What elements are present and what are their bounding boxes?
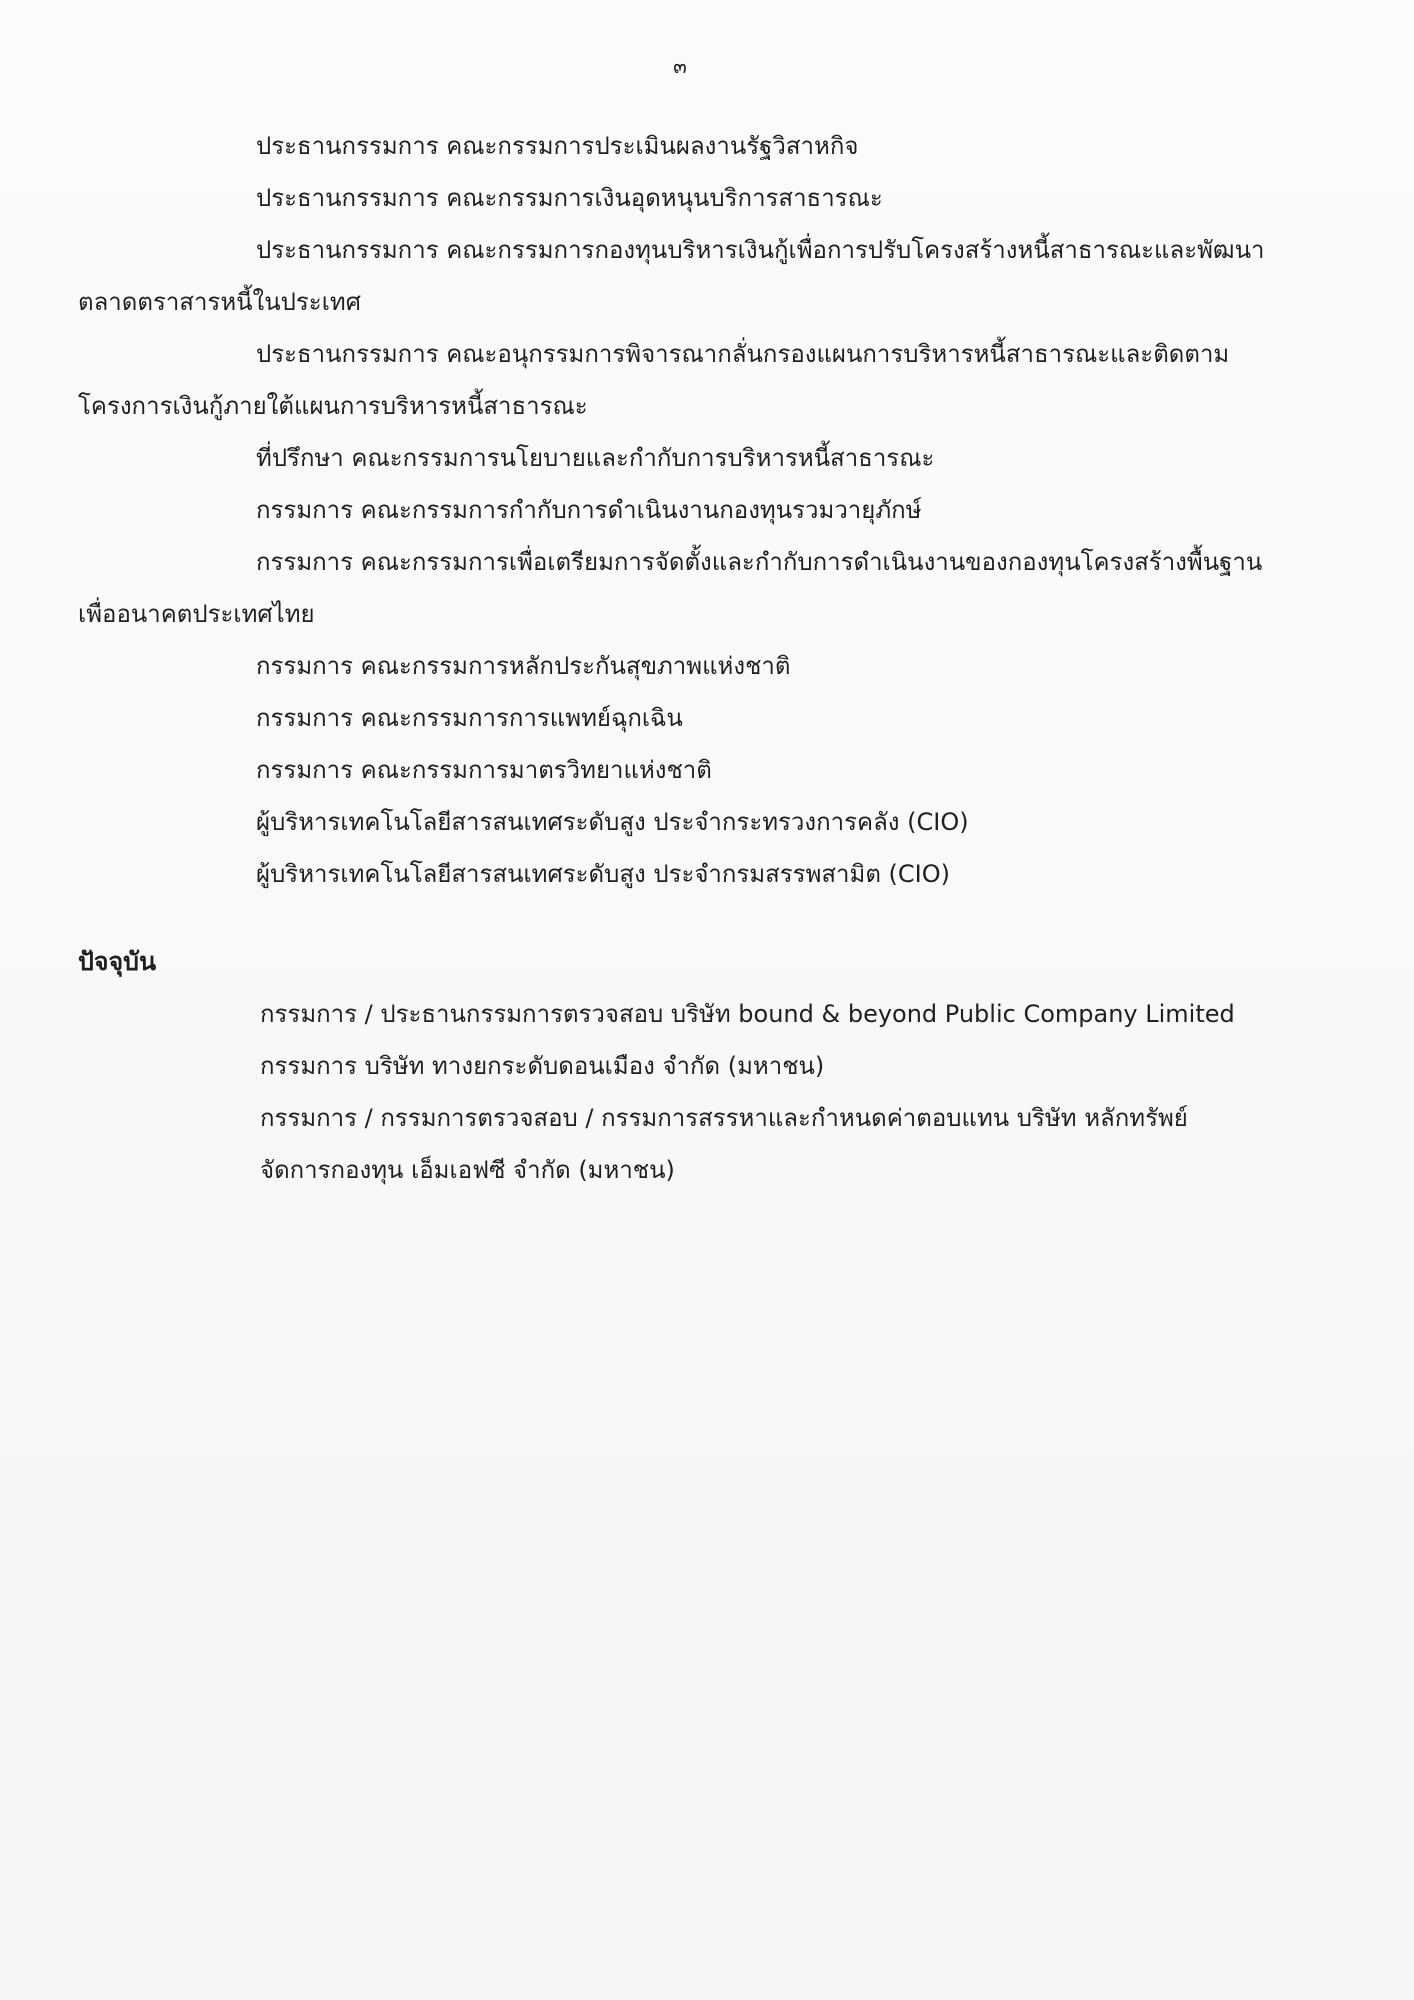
positions-block — [78, 120, 1278, 1196]
past-position-line: ประธานกรรมการ คณะกรรมการประเมินผลงานรัฐวิสาหกิจ — [256, 132, 859, 160]
past-position-line: โครงการเงินกู้ภายใต้แผนการบริหารหนี้สาธารณะ — [78, 392, 588, 420]
past-positions-list — [78, 120, 1278, 900]
past-position-line: ผู้บริหารเทคโนโลยีสารสนเทศระดับสูง ประจำกระทรวงการคลัง (CIO) — [256, 808, 969, 836]
current-heading: ปัจจุบัน — [78, 947, 157, 976]
past-position-line: ตลาดตราสารหนี้ในประเทศ — [78, 288, 361, 316]
current-position-line: กรรมการ / กรรมการตรวจสอบ / กรรมการสรรหาและกำหนดค่าตอบแทน บริษัท หลักทรัพย์ — [260, 1104, 1188, 1132]
past-position-line: ประธานกรรมการ คณะอนุกรรมการพิจารณากลั่นกรองแผนการบริหารหนี้สาธารณะและติดตาม — [256, 340, 1230, 368]
past-position-line: กรรมการ คณะกรรมการหลักประกันสุขภาพแห่งชาติ — [256, 652, 791, 680]
past-position-line: กรรมการ คณะกรรมการกำกับการดำเนินงานกองทุนรวมวายุภักษ์ — [256, 496, 922, 524]
past-position-line: เพื่ออนาคตประเทศไทย — [78, 600, 315, 628]
current-positions-list — [78, 988, 1278, 1196]
current-position-line: กรรมการ / ประธานกรรมการตรวจสอบ บริษัท bound & beyond Public Company Limited — [260, 1000, 1235, 1028]
past-position-line: กรรมการ คณะกรรมการเพื่อเตรียมการจัดตั้งและกำกับการดำเนินงานของกองทุนโครงสร้างพื้นฐาน — [256, 548, 1263, 576]
past-position-line: ที่ปรึกษา คณะกรรมการนโยบายและกำกับการบริหารหนี้สาธารณะ — [256, 444, 935, 472]
past-position-line: กรรมการ คณะกรรมการมาตรวิทยาแห่งชาติ — [256, 756, 712, 784]
past-position-line: ประธานกรรมการ คณะกรรมการกองทุนบริหารเงินกู้เพื่อการปรับโครงสร้างหนี้สาธารณะและพัฒนา — [256, 236, 1265, 264]
past-position-line: ผู้บริหารเทคโนโลยีสารสนเทศระดับสูง ประจำกรมสรรพสามิต (CIO) — [256, 860, 950, 888]
past-position-line: ประธานกรรมการ คณะกรรมการเงินอุดหนุนบริการสาธารณะ — [256, 184, 883, 212]
past-position-line: กรรมการ คณะกรรมการการแพทย์ฉุกเฉิน — [256, 704, 683, 732]
current-position-line: กรรมการ บริษัท ทางยกระดับดอนเมือง จำกัด (มหาชน) — [260, 1052, 825, 1080]
current-position-line: จัดการกองทุน เอ็มเอฟซี จำกัด (มหาชน) — [260, 1156, 675, 1184]
page-number: ๓ — [673, 54, 687, 78]
